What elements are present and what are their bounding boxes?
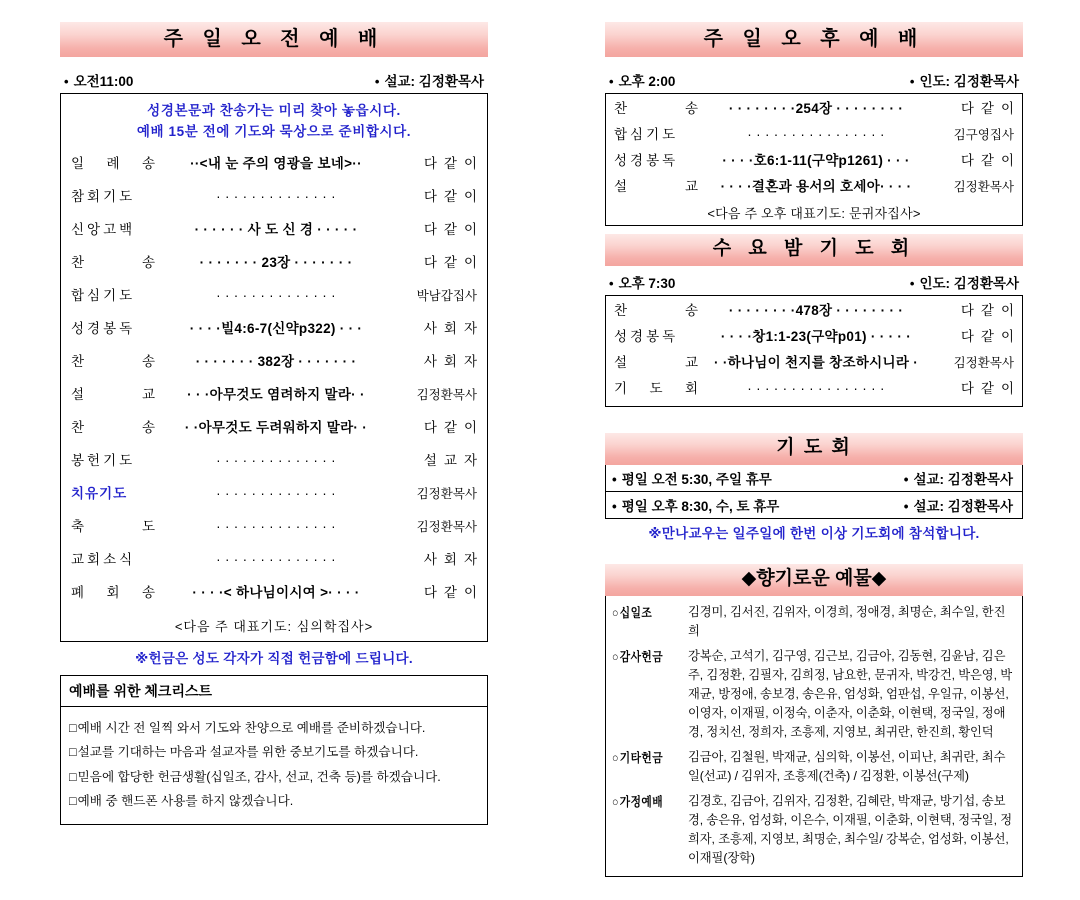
offering-row xyxy=(606,600,1022,644)
order-item-detail: · · · ·결혼과 용서의 호세아· · · · xyxy=(720,179,912,194)
order-item-detail: · · · ·호6:1-11(구약p1261) · · · xyxy=(722,153,910,168)
order-row xyxy=(614,175,1014,201)
order-item-person: 김정환목사 xyxy=(416,519,477,534)
afternoon-leader: • 인도: 김정환목사 xyxy=(910,70,1019,90)
morning-notice-line2: 예배 15분 전에 기도와 묵상으로 준비합시다. xyxy=(136,123,412,139)
wednesday-meta-row xyxy=(605,266,1023,295)
order-item-detail: · · · · · · · · · · · · · · · · xyxy=(747,127,885,142)
order-item-person: 김정환목사 xyxy=(953,180,1014,194)
order-item-person: 사 회 자 xyxy=(423,320,477,336)
morning-preacher: • 설교: 김정환목사 xyxy=(375,70,484,90)
morning-service-banner: 주 일 오 전 예 배 xyxy=(60,22,488,57)
order-item-person: 사 회 자 xyxy=(423,353,477,369)
order-item-name: 찬 송 xyxy=(71,254,155,270)
order-item-name: 찬 송 xyxy=(614,302,698,318)
order-item-name: 찬 송 xyxy=(614,101,698,116)
offering-category-label: ○ 감사헌금 xyxy=(612,647,677,665)
offering-banner xyxy=(605,564,1023,596)
offering-banner-text: ◆향기로운 예물◆ xyxy=(741,567,887,589)
wednesday-leader: • 인도: 김정환목사 xyxy=(910,272,1019,292)
order-item-person: 박남갑집사 xyxy=(416,288,477,303)
order-item-person: 김정환목사 xyxy=(416,486,477,501)
order-row xyxy=(614,149,1014,175)
prayer-meeting-row xyxy=(606,491,1022,518)
order-row xyxy=(71,383,477,416)
morning-time: • 오전11:00 xyxy=(64,70,133,90)
order-item-name: 찬 송 xyxy=(71,419,155,435)
order-item-detail: · · · · · · · · · · · · · · xyxy=(216,518,336,534)
afternoon-time: • 오후 2:00 xyxy=(609,70,675,90)
order-item-person: 다 같 이 xyxy=(423,419,477,435)
order-row xyxy=(614,299,1014,325)
offering-names: 김금아, 김철원, 박재균, 심의학, 이봉선, 이피난, 최귀란, 최수일(선교) / 김위자, 조흥제(건축) / 김정환, 이봉선(구제) xyxy=(688,750,1006,784)
offering-names: 김경미, 김서진, 김위자, 이경희, 정애경, 최명순, 최수일, 한진희 xyxy=(688,604,1006,638)
checklist-item[interactable]: □ 예배 중 핸드폰 사용를 하지 않겠습니다. xyxy=(69,789,479,814)
order-item-name: 찬 송 xyxy=(71,353,155,369)
order-item-person: 설 교 자 xyxy=(423,452,477,468)
order-row xyxy=(614,325,1014,351)
order-item-name: 설 교 xyxy=(614,179,698,194)
order-item-person: 사 회 자 xyxy=(423,551,477,567)
morning-meta-row xyxy=(60,57,488,93)
morning-next-prayer: <다음 주 대표기도: 심의학집사> xyxy=(174,618,374,634)
order-item-person: 다 같 이 xyxy=(423,188,477,204)
offering-category-label: ○ 가정예배 xyxy=(612,792,677,810)
order-item-name: 합심기도 xyxy=(614,127,679,142)
order-item-name: 성경봉독 xyxy=(71,320,136,336)
checklist-item[interactable]: □ 믿음에 합당한 헌금생활(십일조, 감사, 선교, 건축 등)를 하겠습니다. xyxy=(69,765,479,790)
order-row xyxy=(71,350,477,383)
order-item-detail: · · · · · · · 23장 · · · · · · · xyxy=(199,254,353,270)
order-item-detail: · ·아무것도 두려워하지 말라· · xyxy=(184,419,368,435)
order-item-name: 교회소식 xyxy=(71,551,136,567)
order-item-person: 김구영집사 xyxy=(953,128,1014,142)
order-item-detail: · · · · · · · · · · · · · · xyxy=(216,287,336,303)
order-row xyxy=(71,152,477,185)
order-item-person: 김정환목사 xyxy=(416,387,477,402)
prayer-meeting-banner: 기 도 회 xyxy=(605,433,1023,465)
order-item-detail: · · · ·창1:1-23(구약p01) · · · · · xyxy=(720,328,912,344)
order-item-name: 설 교 xyxy=(71,386,155,402)
order-item-name-healing-prayer: 치유기도 xyxy=(71,485,128,501)
order-item-name: 신앙고백 xyxy=(71,221,136,237)
left-column xyxy=(60,22,488,825)
order-item-person: 다 같 이 xyxy=(960,101,1014,116)
order-item-detail: · · · ·빌4:6-7(신약p322) · · · xyxy=(189,320,363,336)
order-item-detail: · · · · · · · ·478장 · · · · · · · · xyxy=(728,302,904,318)
order-item-detail: · · · · · · · ·254장 · · · · · · · · xyxy=(728,101,904,116)
offering-table xyxy=(605,596,1023,878)
order-item-detail: ··<내 눈 주의 영광을 보네>·· xyxy=(190,155,362,171)
order-row xyxy=(71,416,477,449)
prayer-meeting-time: • 평일 오전 5:30, 주일 휴무 xyxy=(612,468,772,488)
order-row xyxy=(71,218,477,251)
order-row xyxy=(614,351,1014,377)
order-item-detail: · · · ·< 하나님이시여 >· · · · xyxy=(192,584,360,600)
checklist-item[interactable]: □ 설교를 기대하는 마음과 설교자를 위한 중보기도를 하겠습니다. xyxy=(69,740,479,765)
prayer-meeting-time: • 평일 오후 8:30, 수, 토 휴무 xyxy=(612,495,779,515)
order-item-detail: · · · · · · · · · · · · · · xyxy=(216,551,336,567)
order-item-detail: · · · · · · · · · · · · · · xyxy=(216,485,336,501)
order-item-name: 축 도 xyxy=(71,518,155,534)
wednesday-time: • 오후 7:30 xyxy=(609,272,675,292)
order-item-name: 합심기도 xyxy=(71,287,136,303)
offering-names: 김경호, 김금아, 김위자, 김정환, 김혜란, 박재균, 방기섭, 송보경, 송은유, 엄성화, 이은수, 이재필, 이춘화, 이현택, 정국일, 정희자, 조흥제, 지영보, 최명순, 최수일/ 강복순, 엄성화, 이봉선, 이재필(장학) xyxy=(688,794,1012,866)
order-item-person: 다 같 이 xyxy=(423,584,477,600)
afternoon-order-box xyxy=(605,93,1023,226)
order-item-person: 다 같 이 xyxy=(960,302,1014,318)
offering-category-label: ○ 기타헌금 xyxy=(612,748,677,766)
offering-row xyxy=(606,745,1022,789)
afternoon-meta-row xyxy=(605,57,1023,93)
order-item-detail: · ·하나님이 천지를 창조하시니라 · xyxy=(713,354,919,370)
prayer-meeting-preacher: • 설교: 김정환목사 xyxy=(904,495,1013,515)
right-column xyxy=(605,22,1023,877)
order-item-person: 다 같 이 xyxy=(960,153,1014,168)
wednesday-banner: 수 요 밤 기 도 회 xyxy=(605,234,1023,266)
order-item-person: 다 같 이 xyxy=(423,254,477,270)
order-row xyxy=(71,515,477,548)
order-item-person: 다 같 이 xyxy=(960,380,1014,396)
order-row xyxy=(71,185,477,218)
order-item-person: 다 같 이 xyxy=(423,155,477,171)
morning-offering-note: ※헌금은 성도 각자가 직접 헌금함에 드립니다. xyxy=(135,650,413,666)
offering-names: 강복순, 고석기, 김구영, 김근보, 김금아, 김동현, 김윤남, 김은주, 김정환, 김필자, 김희정, 남요한, 문귀자, 박강건, 박은영, 박재균, 방정애, 송보경, 송은유, 엄성화, 엄판섭, 우일규, 이봉선, 이영자, 이재필, 이정숙, 이춘자, 이춘화, 이현택, 정국일, 정애경, 정치선, 정희자, 조흥제, 지영보, 최귀란, 한진희, 황인덕 xyxy=(688,648,1012,739)
order-item-person: 다 같 이 xyxy=(960,328,1014,344)
order-item-detail: · · · · · · · · · · · · · · xyxy=(216,452,336,468)
order-row xyxy=(71,449,477,482)
order-item-name: 기 도 회 xyxy=(614,380,698,396)
offering-category-label: ○ 십일조 xyxy=(612,603,677,621)
order-row xyxy=(71,482,477,515)
order-item-name: 일 례 송 xyxy=(71,155,155,171)
afternoon-next-prayer: <다음 주 오후 대표기도: 문귀자집사> xyxy=(707,206,921,221)
order-row xyxy=(71,548,477,581)
order-item-detail: · · · · · · · · · · · · · · xyxy=(216,188,336,204)
order-item-name: 설 교 xyxy=(614,354,698,370)
offering-row xyxy=(606,644,1022,745)
order-item-detail: · · ·아무것도 염려하지 말라· · xyxy=(187,386,365,402)
order-row xyxy=(71,251,477,284)
morning-notice-line1: 성경본문과 찬송가는 미리 찾아 놓읍시다. xyxy=(147,103,401,118)
order-row xyxy=(614,97,1014,123)
order-item-detail: · · · · · · 사 도 신 경 · · · · · xyxy=(194,221,358,237)
order-row xyxy=(614,377,1014,403)
order-item-person: 다 같 이 xyxy=(423,221,477,237)
order-item-name: 성경봉독 xyxy=(614,328,679,344)
order-item-name: 참회기도 xyxy=(71,188,136,204)
checklist-title: 예배를 위한 체크리스트 xyxy=(61,676,487,707)
order-row xyxy=(71,317,477,350)
prayer-meeting-note: ※만나교우는 일주일에 한번 이상 기도회에 참석합니다. xyxy=(648,525,980,541)
offering-row xyxy=(606,789,1022,871)
prayer-meeting-table xyxy=(605,465,1023,519)
checklist-item[interactable]: □ 예배 시간 전 일찍 와서 기도와 찬양으로 예배를 준비하겠습니다. xyxy=(69,716,479,741)
order-item-detail: · · · · · · · 382장 · · · · · · · xyxy=(195,353,357,369)
checklist-body xyxy=(61,707,487,824)
order-item-name: 성경봉독 xyxy=(614,153,679,168)
worship-checklist-card xyxy=(60,675,488,825)
order-item-person: 김정환목사 xyxy=(953,355,1014,370)
order-row xyxy=(71,284,477,317)
order-row xyxy=(614,123,1014,149)
prayer-meeting-preacher: • 설교: 김정환목사 xyxy=(904,468,1013,488)
prayer-meeting-row xyxy=(606,465,1022,491)
order-item-name: 봉헌기도 xyxy=(71,452,136,468)
morning-order-box xyxy=(60,93,488,642)
order-item-name: 폐 회 송 xyxy=(71,584,155,600)
order-row xyxy=(71,581,477,614)
wednesday-order-box xyxy=(605,295,1023,407)
order-item-detail: · · · · · · · · · · · · · · · · xyxy=(747,380,885,396)
afternoon-service-banner: 주 일 오 후 예 배 xyxy=(605,22,1023,57)
